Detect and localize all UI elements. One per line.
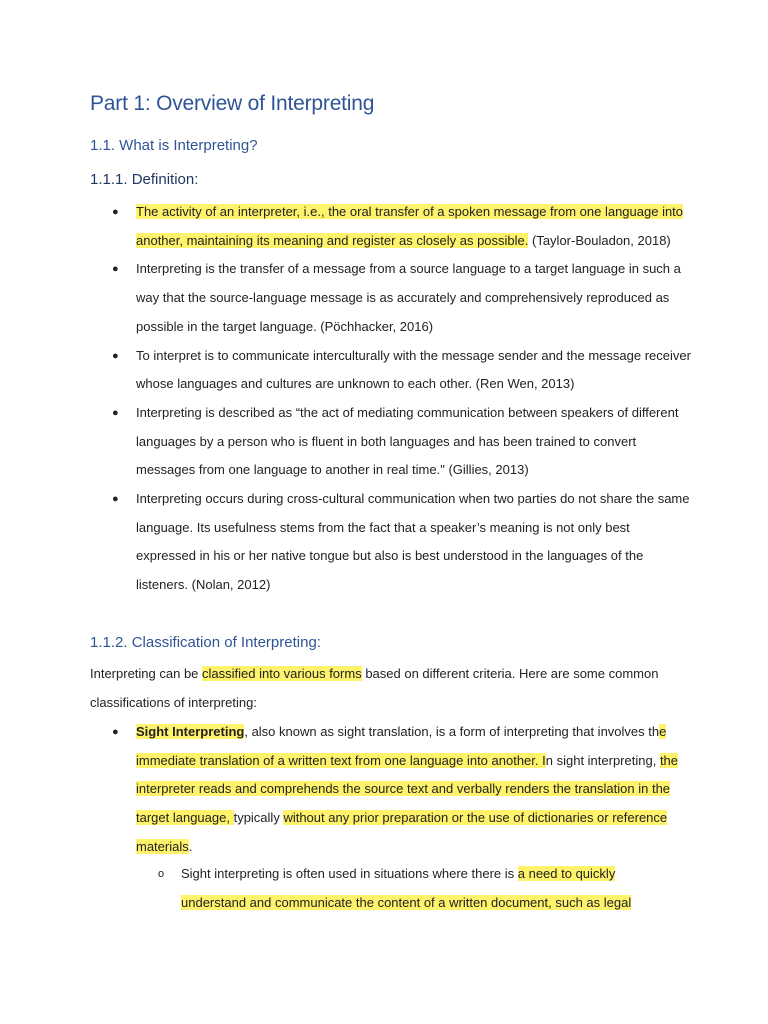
highlighted-text: a need to quickly understand and communicate the content of a written document, such as legal xyxy=(181,866,632,910)
bullet-icon: ● xyxy=(112,493,119,506)
body-text: n sight interpreting, xyxy=(545,752,660,768)
bullet-icon: ● xyxy=(112,349,119,362)
citation: (Taylor-Bouladon, 2018) xyxy=(528,232,671,248)
list-item xyxy=(112,198,692,255)
body-text: Sight interpreting is often used in situations where there is xyxy=(181,866,518,881)
list-item xyxy=(112,255,692,341)
list-item-text: Interpreting is the transfer of a message from a source language to a target language in such a way that the source-language message is as accurately and comprehensively reproduced as possible in the target language. (Pöchhacker, 2016) xyxy=(136,261,681,334)
definition-heading: 1.1.1. Definition: xyxy=(90,171,199,188)
classification-intro xyxy=(90,660,690,717)
list-item xyxy=(112,342,692,399)
body-text: . xyxy=(188,838,193,854)
list-item xyxy=(112,485,692,600)
circle-bullet-icon: o xyxy=(158,868,165,880)
body-text: typically xyxy=(233,810,284,826)
list-item-text: Interpreting is described as “the act of mediating communication between speakers of different languages by a person who is fluent in both languages and has been trained to convert messages from one language to another in real time." (Gillies, 2013) xyxy=(136,404,679,478)
list-item-text: Interpreting occurs during cross-cultural communication when two parties do not share the same language. Its usefulness stems from the fact that a speaker’s meaning is not only best expressed in his or her native tongue but also is best understood in the languages of the listeners. (Nolan, 2012) xyxy=(136,491,690,593)
bullet-icon: ● xyxy=(112,726,119,738)
highlighted-text: e immediate translation of a written text from one language into another. I xyxy=(136,724,667,768)
highlighted-text: The activity of an interpreter, i.e., the oral transfer of a spoken message from one language into another, maintaining its meaning and register as closely as possible. xyxy=(136,204,684,248)
definition-list xyxy=(112,198,692,600)
part-title: Part 1: Overview of Interpreting xyxy=(90,92,375,115)
classification-heading: 1.1.2. Classification of Interpreting: xyxy=(90,634,321,651)
list-item xyxy=(112,718,692,862)
highlighted-text: without any prior preparation or the use of dictionaries or reference materials xyxy=(136,810,668,854)
bullet-icon: ● xyxy=(112,406,119,419)
section-heading: 1.1. What is Interpreting? xyxy=(90,137,258,154)
body-text: , also known as sight translation, is a form of interpreting that involves th xyxy=(244,724,660,739)
bullet-icon: ● xyxy=(112,206,119,218)
sub-list xyxy=(158,860,678,917)
intro-text: based on different criteria. Here are some common classifications of interpreting: xyxy=(90,666,659,710)
classification-list xyxy=(112,718,692,862)
bullet-icon: ● xyxy=(112,263,119,276)
list-item-text: To interpret is to communicate interculturally with the message sender and the message receiver whose languages and cultures are unknown to each other. (Ren Wen, 2013) xyxy=(136,347,691,392)
list-item xyxy=(158,860,678,917)
list-item xyxy=(112,399,692,485)
highlighted-text: the interpreter reads and comprehends the source text and verbally renders the translation in the target language, xyxy=(136,752,679,826)
term-label: Sight Interpreting xyxy=(136,724,245,739)
intro-text: Interpreting can be xyxy=(90,666,203,681)
highlighted-text: classified into various forms xyxy=(202,666,362,681)
